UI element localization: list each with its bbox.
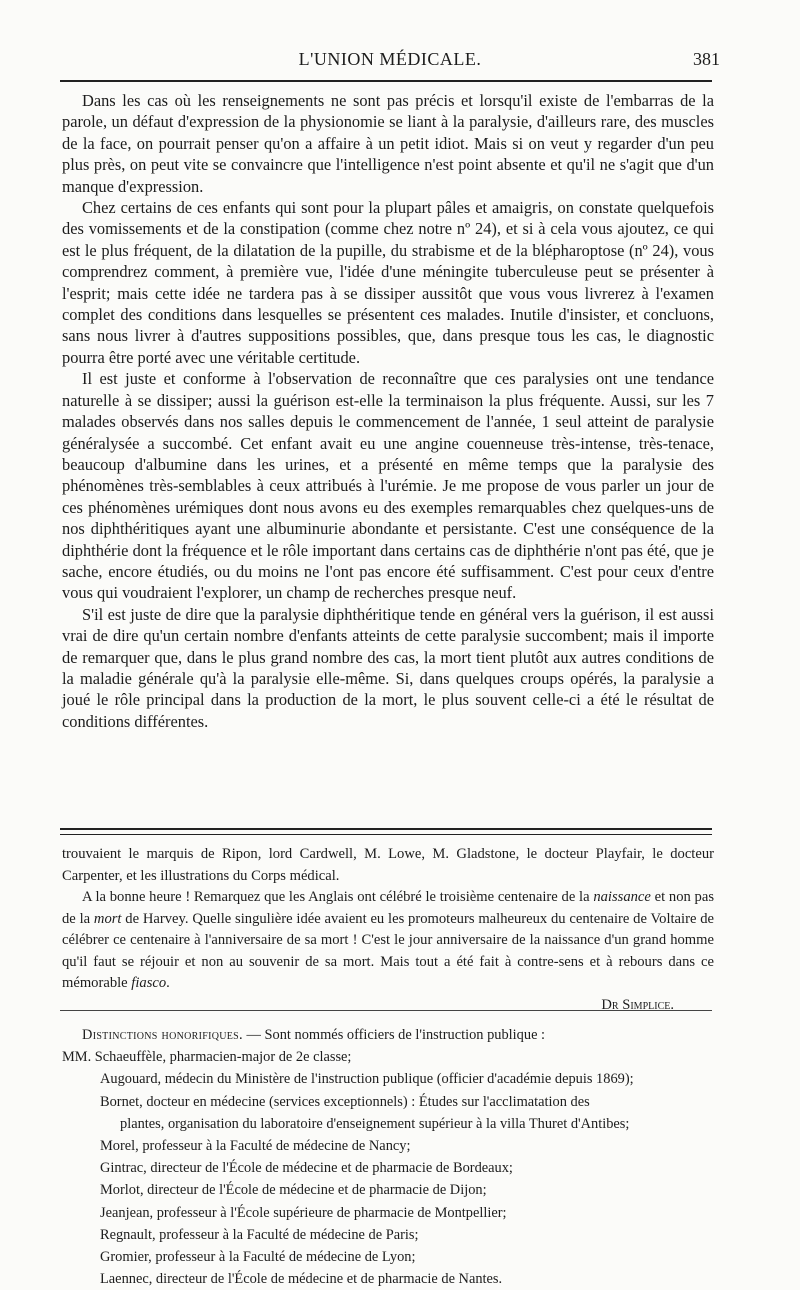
- honors-heading: [62, 1024, 714, 1046]
- text-run: .: [166, 975, 170, 991]
- paragraph: S'il est juste de dire que la paralysie diphthéritique tende en général vers la guérison, il est aussi vrai de dire qu'un certain nombre d'enfants atteints de cette paralysie succombent; mais il importe de remarquer que, dans le plus grand nombre des cas, la mort tient plutôt aux autres conditions de la maladie générale qu'à la paralysie elle-même. Si, dans quelques croups opérés, la paralysie a joué le rôle principal dans la production de la mort, le plus souvent celle-ci a été le résultat de conditions différentes.: [62, 604, 714, 731]
- main-article-body: [62, 90, 714, 732]
- paragraph: Chez certains de ces enfants qui sont pour la plupart pâles et amaigris, on constate quelquefois des vomissements et de la constipation (comme chez notre nº 24), et si à cela vous ajoutez, ce qui est le plus fréquent, de la dilatation de la pupille, du strabisme et de la blépharoptose (nº 24), vous comprendrez comment, à première vue, l'idée d'une méningite tuberculeuse peut se présenter à l'esprit; mais cette idée ne tardera pas à se dissiper aussitôt que vous vous livrerez à l'examen complet des conditions dans lesquelles se présentent ces malades. Inutile d'insister, et concluons, sans nous livrer à d'autres suppositions possibles, que, dans presque tous les cas, le diagnostic pourra être porté avec une véritable certitude.: [62, 198, 714, 367]
- honors-list-item: Regnault, professeur à la Faculté de médecine de Paris;: [100, 1226, 419, 1243]
- honors-list-item: Jeanjean, professeur à l'École supérieure de pharmacie de Montpellier;: [100, 1204, 507, 1221]
- honors-list-item: Bornet, docteur en médecine (services exceptionnels) : Études sur l'acclimatation des: [100, 1093, 590, 1110]
- text-run: et non pas de la: [62, 889, 715, 927]
- feuilleton-section: [62, 844, 714, 1016]
- honors-section: [62, 1024, 714, 1290]
- honors-list-item: Morel, professeur à la Faculté de médecine de Nancy;: [100, 1138, 411, 1155]
- paragraph: Il est juste et conforme à l'observation de reconnaître que ces paralysies ont une tendance naturelle à se dissiper; aussi la guérison est-elle la terminaison la plus fréquente. Aussi, sur les 7 malades observés dans nos salles depuis le commencement de l'année, 1 seul atteint de paralysie généralysée a succombé. Cet enfant avait eu une angine couenneuse très-intense, très-tenace, beaucoup d'albumine dans les urines, et a présenté en même temps que la paralysie des phénomènes très-semblables à ceux attribués à l'urémie. Je me propose de vous parler un jour de ces phénomènes urémiques dont nous avons eu des exemples remarquables chez quelques-uns de nos diphthéritiques ayant une albuminurie abondante et persistante. C'est une conséquence de la diphthérie dont la fréquence et le rôle important dans certains cas de diphthérie n'ont pas été, que je sache, encore étudiés, ou du moins ne l'ont pas encore été suffisamment. C'est pour ceux d'entre vous qui voudraient l'explorer, un champ de recherches presque neuf.: [62, 369, 714, 603]
- feuilleton-paragraph: trouvaient le marquis de Ripon, lord Cardwell, M. Lowe, M. Gladstone, le docteur Playfair, le docteur Carpenter, et les illustrations du Corps médical.: [62, 846, 714, 884]
- honors-list-item: Augouard, médecin du Ministère de l'instruction publique (officier d'académie depuis 1869);: [100, 1071, 634, 1088]
- feuilleton-paragraph: [62, 887, 714, 995]
- honors-list-item: Gintrac, directeur de l'École de médecine et de pharmacie de Bordeaux;: [100, 1160, 513, 1177]
- page-header: [60, 45, 720, 79]
- running-title: L'UNION MÉDICALE.: [298, 49, 482, 69]
- feuilleton-separator: [60, 828, 712, 835]
- paragraph: Dans les cas où les renseignements ne sont pas précis et lorsqu'il existe de l'embarras de la parole, un défaut d'expression de la physionomie se liant à la paralysie, d'ailleurs rare, des muscles de la face, on pourrait penser qu'on a affaire à un petit idiot. Mais si on veut y regarder d'un peu plus près, on peut vite se convaincre que l'intelligence n'est point absente et qu'il ne s'agit que d'un manque d'expression.: [62, 91, 714, 196]
- page-number: 381: [693, 49, 720, 69]
- honors-list-item: Gromier, professeur à la Faculté de médecine de Lyon;: [100, 1249, 416, 1266]
- signature: Dr Simplice.: [601, 996, 674, 1013]
- emphasis: naissance: [593, 889, 651, 905]
- honors-heading-text: — Sont nommés officiers de l'instruction publique :: [242, 1027, 546, 1043]
- header-rule: [60, 80, 712, 82]
- text-run: A la bonne heure ! Remarquez que les Anglais ont célébré le troisième centenaire de la: [82, 889, 594, 905]
- emphasis: fiasco: [131, 975, 167, 991]
- honors-list-item: MM. Schaeuffèle, pharmacien-major de 2e classe;: [62, 1049, 352, 1066]
- text-run: de Harvey. Quelle singulière idée avaient eu les promoteurs malheureux du centenaire de Voltaire de célébrer ce centenaire à l'anniversaire de sa mort ! C'est le jour anniversaire de la naissance d'un grand homme qu'il faut se réjouir et non au souvenir de sa mort. Mais tout a été fait à contre-sens et à rebours dans ce mémorable: [62, 910, 714, 991]
- honors-list-item: Morlot, directeur de l'École de médecine et de pharmacie de Dijon;: [100, 1182, 487, 1199]
- emphasis: mort: [93, 910, 122, 927]
- honors-list-item: Laennec, directeur de l'École de médecine et de pharmacie de Nantes.: [100, 1271, 503, 1288]
- honors-list-item: plantes, organisation du laboratoire d'enseignement supérieur à la villa Thuret d'Antibes;: [120, 1115, 630, 1132]
- section-rule: [60, 1010, 712, 1011]
- honors-heading-title: Distinctions honorifiques.: [82, 1027, 243, 1043]
